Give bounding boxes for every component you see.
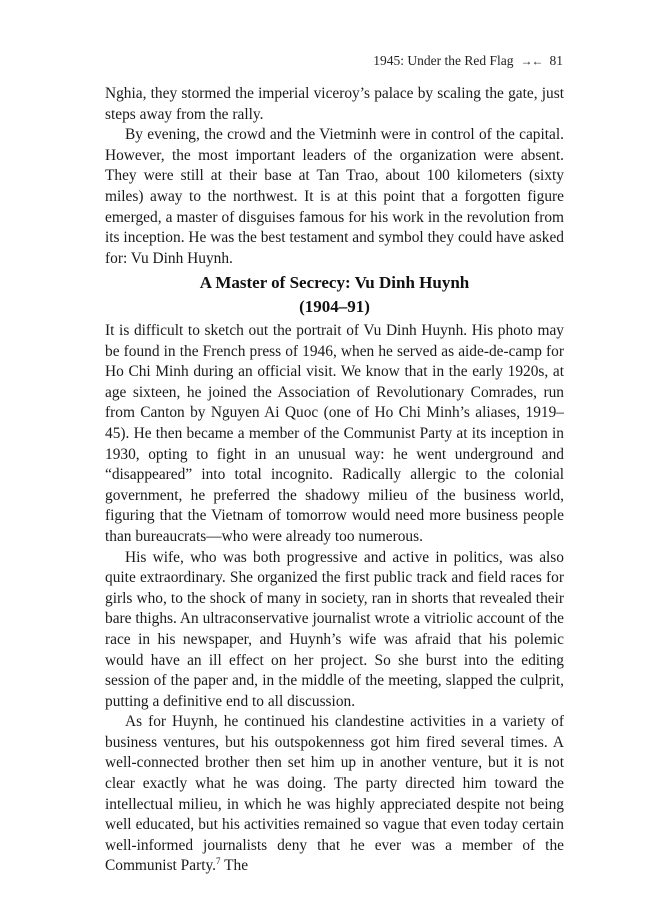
body-paragraph-1: It is difficult to sketch out the portrait of Vu Dinh Huynh. His photo may be found in the French press of 1946, when he served as aide-de-camp for Ho Chi Minh during an official visit. We know that in the early 1920s, at age sixteen, he joined the Association of Revolutionary Comrades, run from Canton by Nguyen Ai Quoc (one of Ho Chi Minh’s aliases, 1919–45). He then became a member of the Communist Party at its inception in 1930, opting to fight in an unusual way: he went underground and “disappeared” into total incognito. Radically allergic to the colonial government, he preferred the shadowy milieu of the business world, figuring that the Vietnam of tomorrow would need more business people than bureaucrats—who were already too numerous.: [105, 322, 564, 545]
running-head: [373, 53, 563, 69]
footnote-marker[interactable]: 7: [216, 856, 221, 867]
intro-paragraph-1: Nghia, they stormed the imperial viceroy’s palace by scaling the gate, just steps away from the rally.: [105, 85, 564, 123]
page-number: 81: [549, 53, 563, 68]
body-paragraph-3-tail: The: [220, 857, 249, 875]
body-paragraph-2: His wife, who was both progressive and active in politics, was also quite extraordinary. She organized the first public track and field races for girls who, to the shock of many in society, ran in shorts that revealed their bare thighs. An ultraconservative journalist wrote a vitriolic account of the race in his newspaper, and Huynh’s wife was afraid that his polemic would have an ill effect on her project. So she burst into the editing session of the paper and, in the middle of the meeting, slapped the culprit, putting a definitive end to all discussion.: [105, 548, 564, 710]
intro-text: [105, 84, 564, 269]
body-paragraph-3-text: As for Huynh, he continued his clandestine activities in a variety of business ventures, but his outspokenness got him fired several times. A well-connected brother then set him up in another venture, but it is not clear exactly what he was doing. The party directed him toward the intellectual milieu, in which he was highly appreciated despite not being well educated, but his activities remained so vague that even today certain well-informed journalists deny that he ever was a member of the Communist Party.: [105, 713, 564, 875]
body-paragraph-3: [105, 712, 564, 877]
arrow-ornament-icon: →←: [520, 53, 543, 68]
intro-paragraph-2: By evening, the crowd and the Vietminh were in control of the capital. However, the most important leaders of the organization were absent. They were still at their base at Tan Trao, about 100 kilometers (sixty miles) away to the northwest. It is at this point that a forgotten figure emerged, a master of disguises famous for his work in the revolution from its inception. He was the best testament and symbol they could have asked for: Vu Dinh Huynh.: [105, 126, 564, 267]
section-dates: (1904–91): [299, 297, 370, 316]
section-heading: [105, 271, 564, 319]
section-title: A Master of Secrecy: Vu Dinh Huynh: [199, 273, 470, 292]
section-body: [105, 321, 564, 877]
running-title: 1945: Under the Red Flag: [373, 53, 514, 68]
